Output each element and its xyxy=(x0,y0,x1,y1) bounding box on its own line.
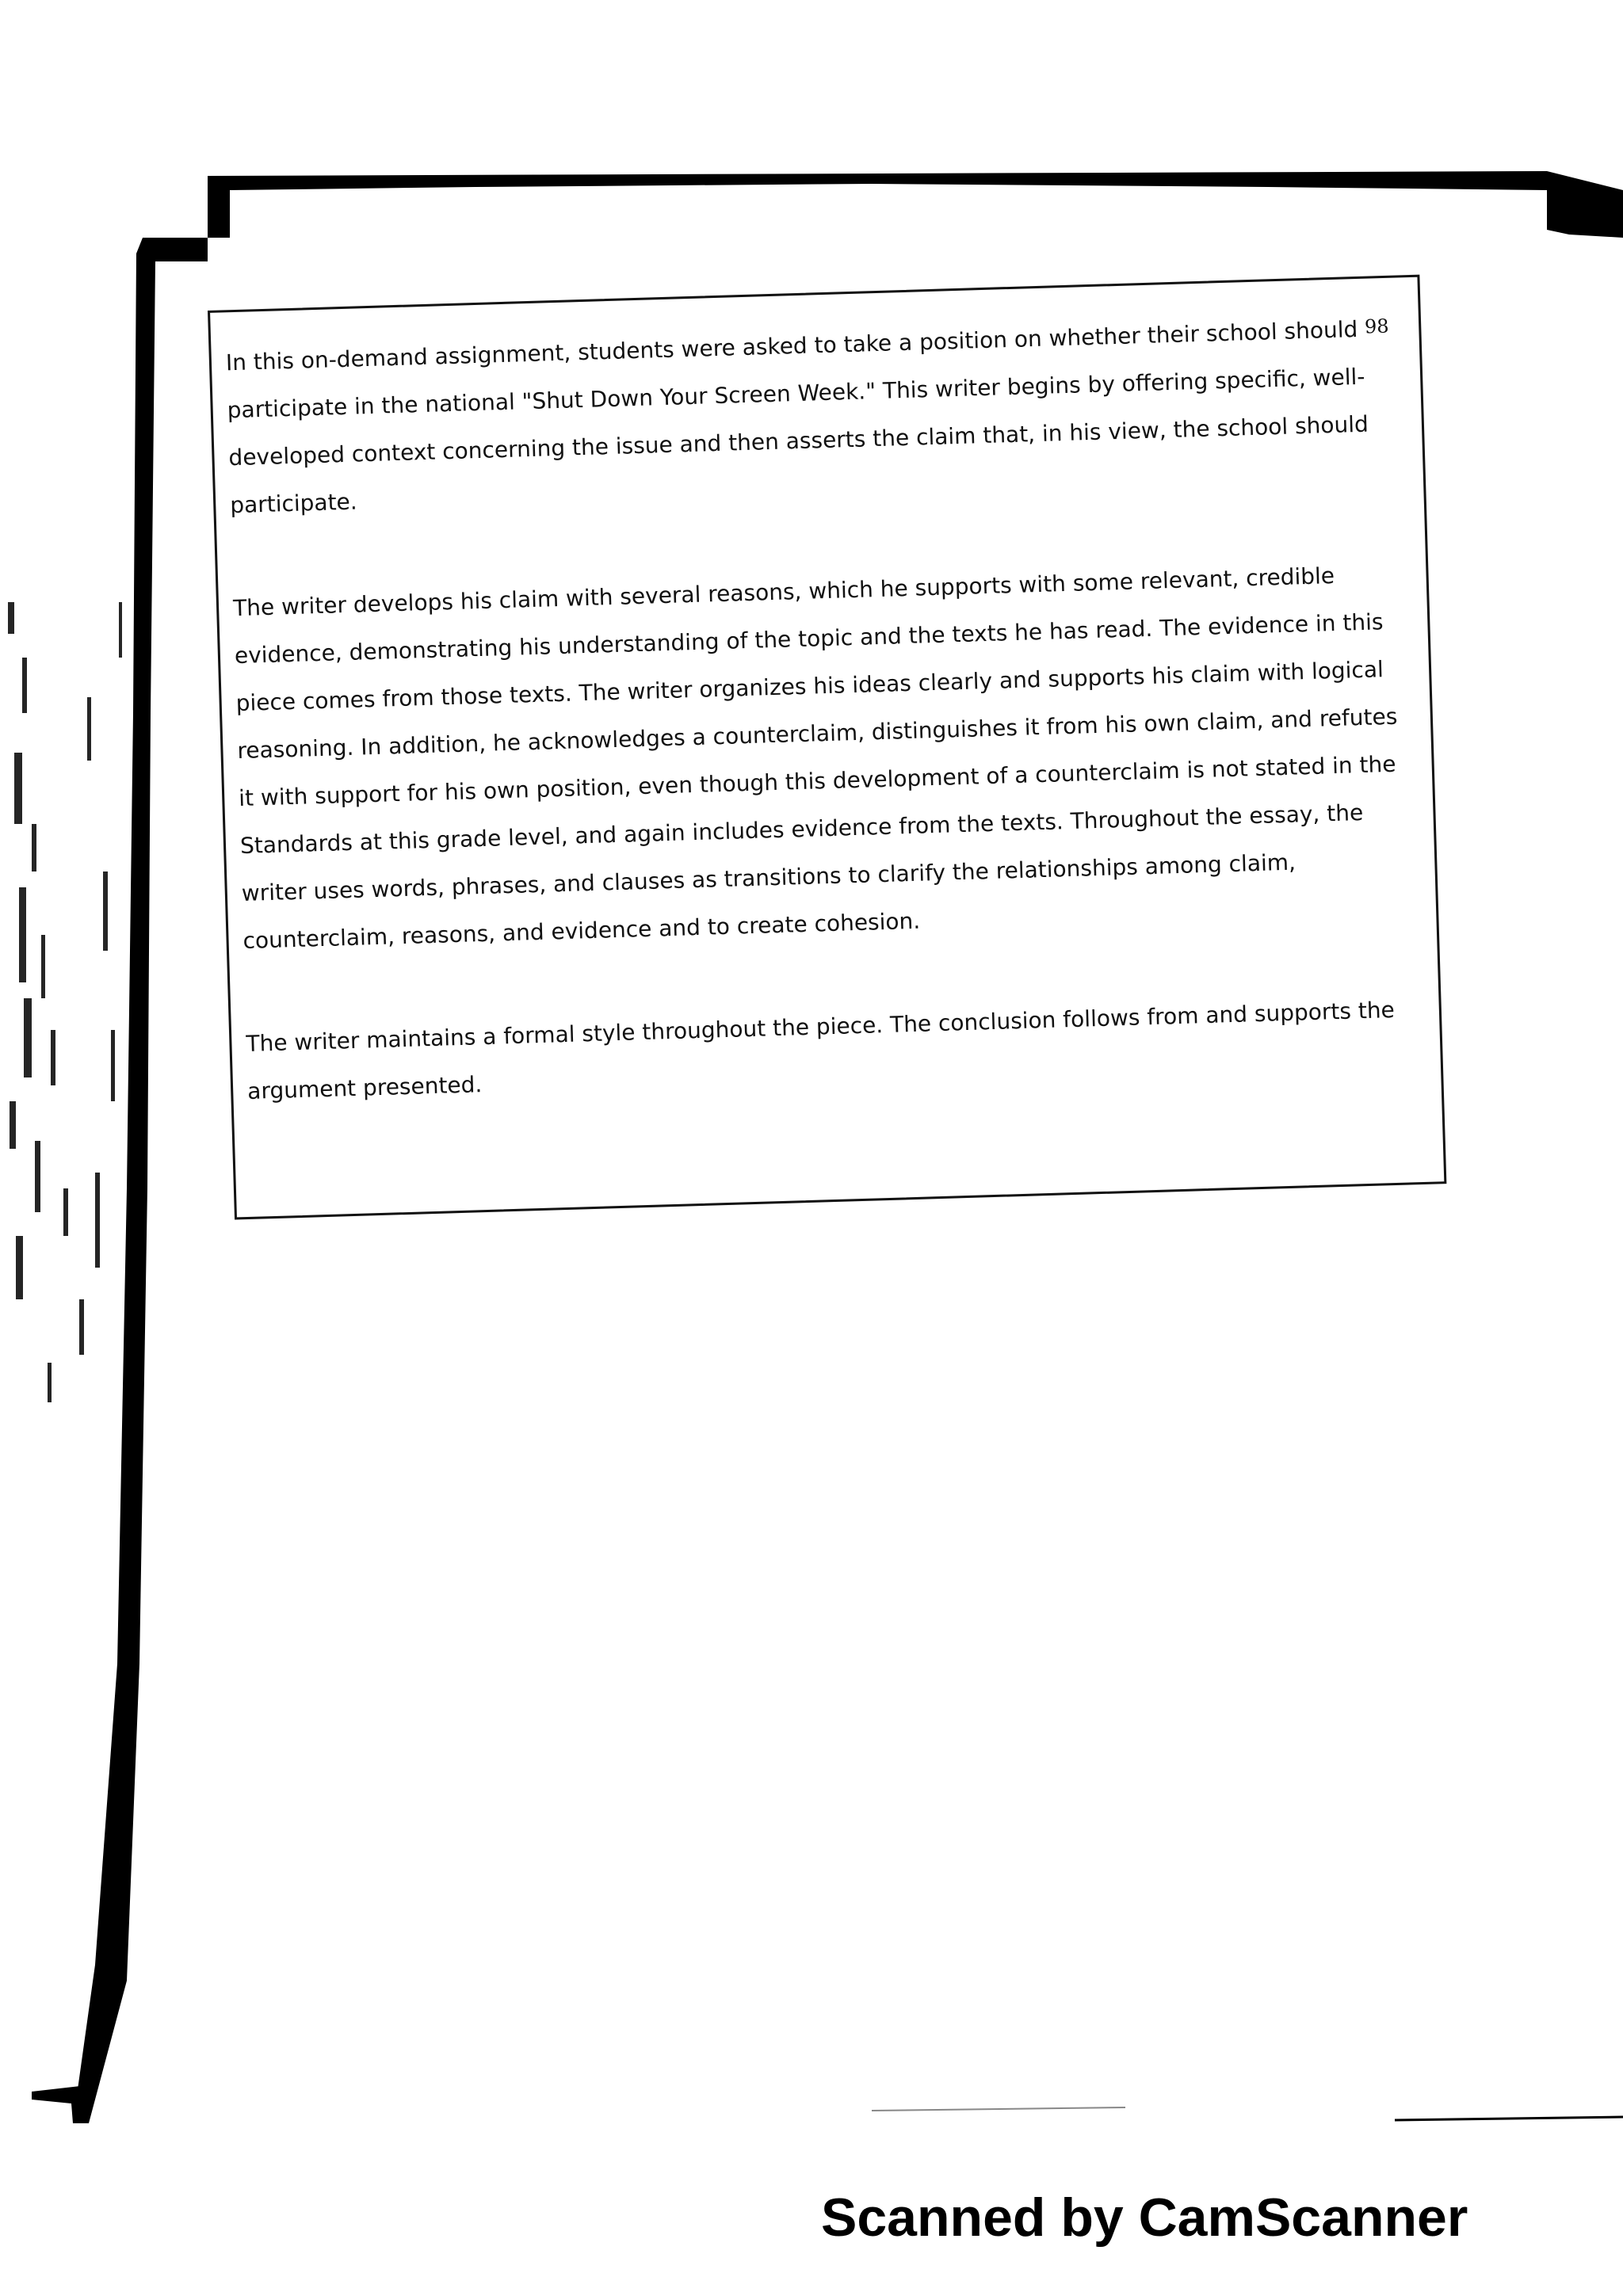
annotation-text-box xyxy=(208,275,1446,1220)
paragraph-conclusion: The writer maintains a formal style throughout the piece. The conclusion follows from and supports the argument presented. xyxy=(245,996,1396,1104)
paragraph-development: The writer develops his claim with several reasons, which he supports with some relevant, credible evidence, demonstrating his understanding of the topic and the texts he has read. The evidence in this piece comes from those texts. The writer organizes his ideas clearly and supports his claim with logical reasoning. In addition, he acknowledges a counterclaim, distinguishes it from his own claim, and refutes it with support for his own position, even though this development of a counterclaim is not stated in the Standards at this grade level, and again includes evidence from the texts. Throughout the essay, the writer uses words, phrases, and clauses as transitions to clarify the relationships among claim, counterclaim, reasons, and evidence and to create cohesion. xyxy=(232,562,1398,955)
paragraph-intro: In this on-demand assignment, students were asked to take a position on whether their school should participate in the national "Shut Down Your Screen Week." This writer begins by offering specific, well-developed context concerning the issue and then asserts the claim that, in his view, the school should participate. xyxy=(225,315,1369,519)
camscanner-watermark: Scanned by CamScanner xyxy=(821,2187,1468,2248)
page-number: 98 xyxy=(1364,315,1389,338)
